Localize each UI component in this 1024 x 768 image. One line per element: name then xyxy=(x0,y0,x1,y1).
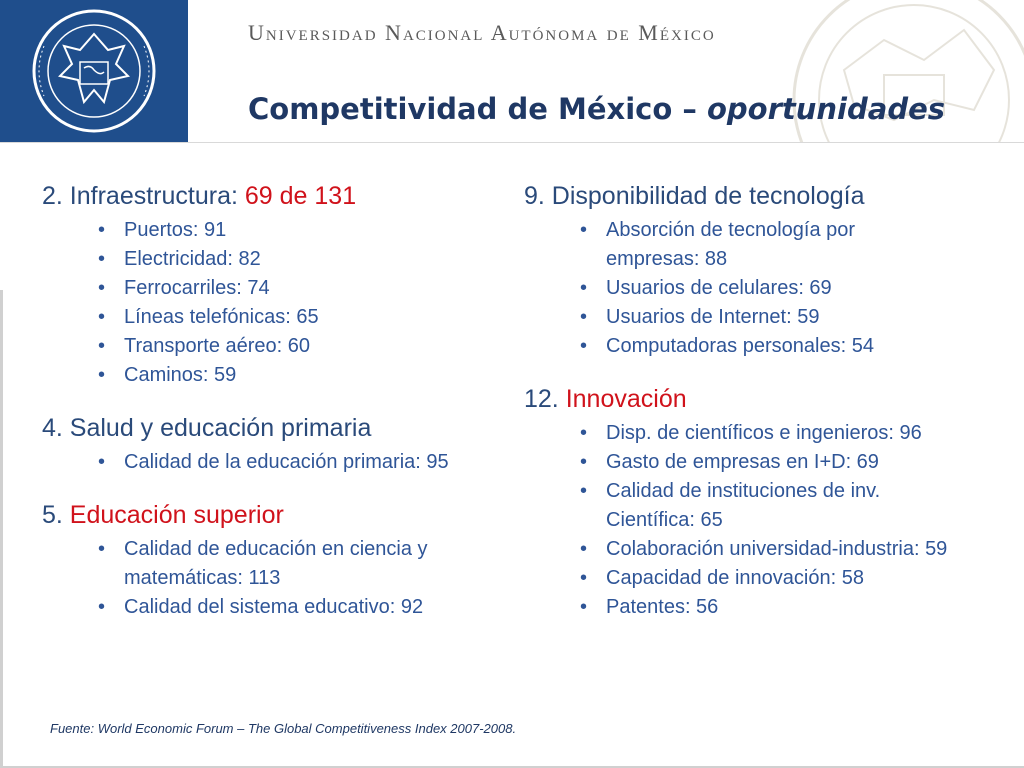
list-item: • Ferrocarriles: 74 xyxy=(42,274,512,303)
list-item: • Absorción de tecnología por empresas: 88 xyxy=(524,216,1014,274)
title-main: Competitividad de México – xyxy=(248,92,707,126)
left-divider xyxy=(0,290,3,768)
slide-title xyxy=(248,92,945,126)
list-item: • Transporte aéreo: 60 xyxy=(42,332,512,361)
university-name: Universidad Nacional Autónoma de México xyxy=(248,20,716,45)
list-item: • Calidad de la educación primaria: 95 xyxy=(42,448,512,477)
header xyxy=(0,0,1024,143)
list-item: • Colaboración universidad-industria: 59 xyxy=(524,535,1014,564)
section-highlight: Educación superior xyxy=(69,501,284,529)
list-item: • Calidad del sistema educativo: 92 xyxy=(42,593,512,622)
section-innovacion xyxy=(524,383,1014,415)
list-item: • Electricidad: 82 xyxy=(42,245,512,274)
innovacion-list xyxy=(524,419,1014,622)
section-label: 12. xyxy=(524,385,566,413)
unam-crest xyxy=(0,0,188,142)
list-item: • Usuarios de celulares: 69 xyxy=(524,274,1014,303)
list-item: • Disp. de científicos e ingenieros: 96 xyxy=(524,419,1014,448)
list-item: • Líneas telefónicas: 65 xyxy=(42,303,512,332)
unam-seal-icon xyxy=(24,6,164,136)
list-item: • Gasto de empresas en I+D: 69 xyxy=(524,448,1014,477)
section-tecnologia: 9. Disponibilidad de tecnología xyxy=(524,182,865,210)
list-item: • Puertos: 91 xyxy=(42,216,512,245)
list-item: • Caminos: 59 xyxy=(42,361,512,390)
list-item: • Patentes: 56 xyxy=(524,593,1014,622)
right-column xyxy=(524,180,1014,622)
list-item: • Calidad de instituciones de inv. Científica: 65 xyxy=(524,477,1014,535)
section-label: 2. Infraestructura: xyxy=(42,182,245,210)
list-item: • Calidad de educación en ciencia y matemáticas: 113 xyxy=(42,535,512,593)
tecnologia-list xyxy=(524,216,1014,361)
section-infraestructura xyxy=(42,180,512,212)
infraestructura-list xyxy=(42,216,512,390)
title-emphasis: oportunidades xyxy=(707,92,946,126)
left-column xyxy=(42,180,512,622)
list-item: • Computadoras personales: 54 xyxy=(524,332,1014,361)
educacion-list xyxy=(42,535,512,622)
salud-list xyxy=(42,448,512,477)
list-item: • Usuarios de Internet: 59 xyxy=(524,303,1014,332)
section-educacion-superior xyxy=(42,499,512,531)
section-highlight: Innovación xyxy=(565,385,687,413)
section-highlight: 69 de 131 xyxy=(244,182,357,210)
source-note: Fuente: World Economic Forum – The Global Competitiveness Index 2007-2008. xyxy=(50,721,517,736)
section-label: 5. xyxy=(42,501,70,529)
section-salud: 4. Salud y educación primaria xyxy=(42,414,372,442)
list-item: • Capacidad de innovación: 58 xyxy=(524,564,1014,593)
